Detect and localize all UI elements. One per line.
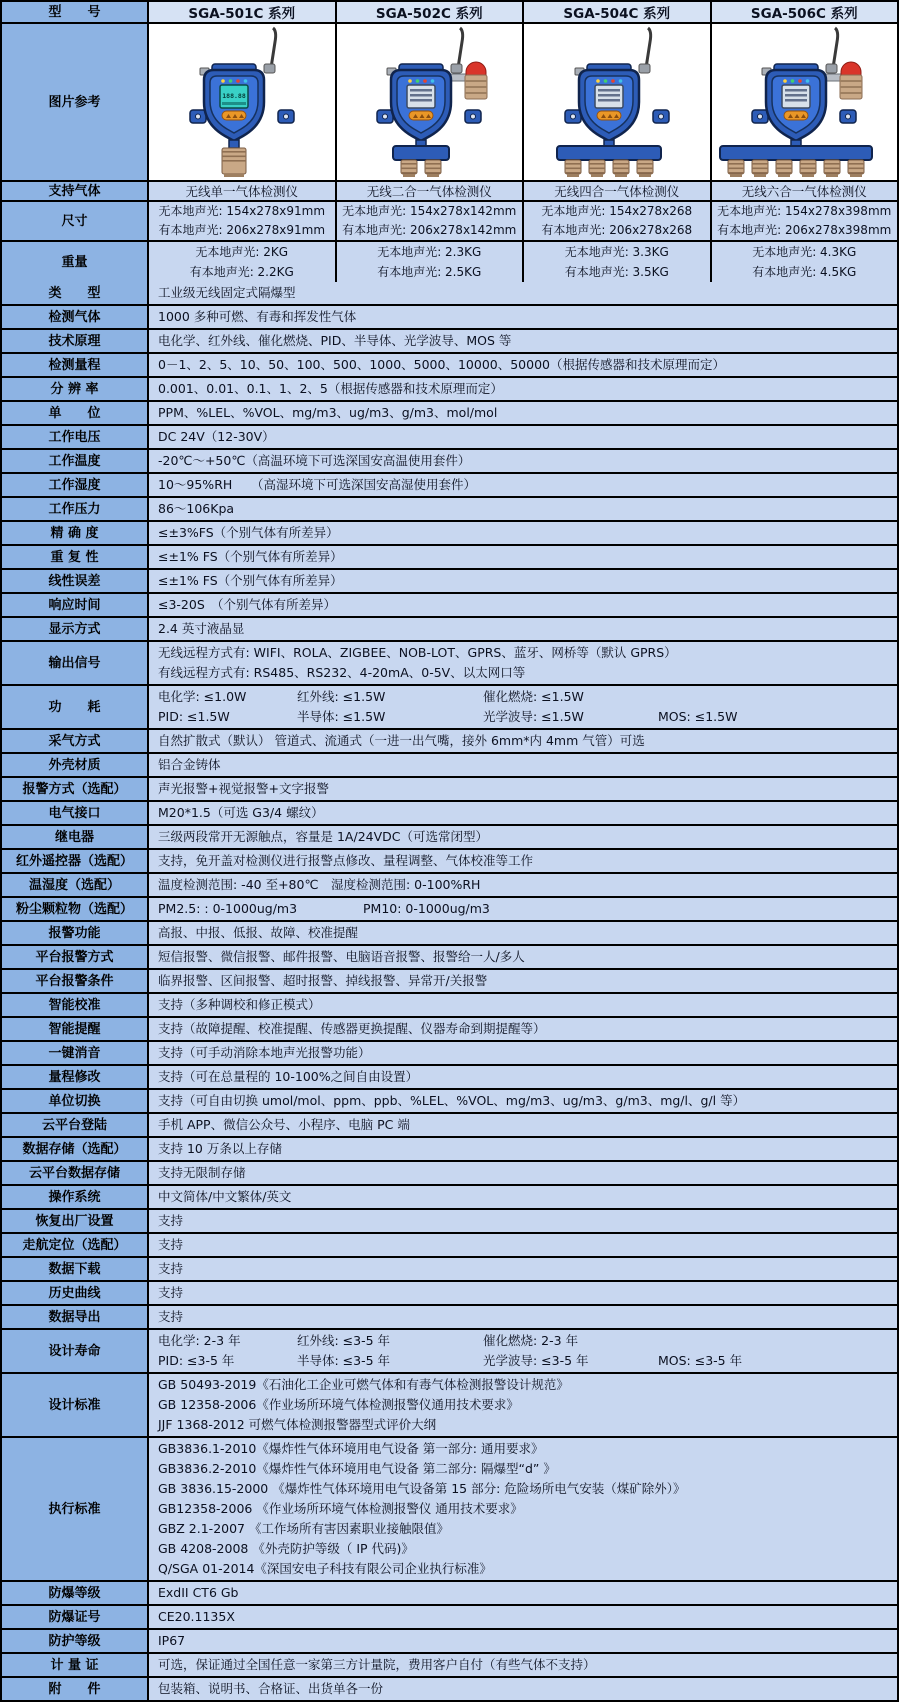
spec-row-6 xyxy=(2,424,897,448)
spec-row-value xyxy=(147,618,897,640)
antenna-icon xyxy=(646,28,651,68)
spec-row-line: 0.001、0.01、0.1、1、2、5（根据传感器和技术原理而定） xyxy=(158,381,503,396)
spec-row-line: 支持 10 万条以上存储 xyxy=(158,1141,282,1156)
spec-grid-cell: 半导体: ≤1.5W xyxy=(297,709,386,724)
spec-row-line: 86～106Kpa xyxy=(158,501,235,516)
spec-grid-cell: 红外线: ≤3-5 年 xyxy=(297,1333,391,1348)
spec-row-39 xyxy=(2,1256,897,1280)
sensor-manifold xyxy=(720,146,872,160)
weight-line: 有本地声光: 2.2KG xyxy=(189,265,294,279)
product-image-cell-3 xyxy=(522,24,710,180)
spec-row-47 xyxy=(2,1628,897,1652)
weight-row xyxy=(2,240,897,282)
gas-sensor-head xyxy=(728,160,744,174)
spec-row-value xyxy=(147,778,897,800)
spec-row-line: 工业级无线固定式隔爆型 xyxy=(158,285,296,300)
spec-row-label: 历史曲线 xyxy=(2,1282,147,1304)
spec-grid-cell: 电化学: 2-3 年 xyxy=(158,1333,241,1348)
spec-row-label: 数据导出 xyxy=(2,1306,147,1328)
spec-row-34 xyxy=(2,1136,897,1160)
spec-row-43 xyxy=(2,1372,897,1436)
spec-row-line: PPM、%LEL、%VOL、mg/m3、ug/m3、g/m3、mol/mol xyxy=(158,405,498,420)
spec-row-label: 平台报警条件 xyxy=(2,970,147,992)
spec-row-value xyxy=(147,1042,897,1064)
spec-row-line: 温度检测范围: -40 至+80℃ 湿度检测范围: 0-100%RH xyxy=(158,877,481,892)
spec-row-line xyxy=(149,1351,897,1371)
gas-row-label: 支持气体 xyxy=(2,182,147,200)
spec-row-label: 温湿度（选配） xyxy=(2,874,147,896)
spec-row-line xyxy=(149,1331,897,1351)
spec-row-label: 量程修改 xyxy=(2,1066,147,1088)
spec-row-value xyxy=(147,946,897,968)
gas-value: 无线四合一气体检测仪 xyxy=(522,182,710,200)
spec-row-23 xyxy=(2,872,897,896)
spec-row-value xyxy=(147,802,897,824)
spec-row-value xyxy=(147,1018,897,1040)
spec-row-line: M20*1.5（可选 G3/4 螺纹） xyxy=(158,805,324,820)
spec-row-line: 支持（可自由切换 umol/mol、ppm、ppb、%LEL、%VOL、mg/m3、ug/m3、g/m3、mg/l、g/l 等） xyxy=(158,1093,746,1108)
spec-row-line: ≤3-20S （个别气体有所差异） xyxy=(158,597,337,612)
spec-row-value xyxy=(147,1066,897,1088)
spec-row-value xyxy=(147,1258,897,1280)
spec-row-line: 包装箱、说明书、合格证、出货单各一份 xyxy=(158,1681,384,1696)
spec-row-label: 防护等级 xyxy=(2,1630,147,1652)
size-line: 有本地声光: 206x278x268 xyxy=(541,223,693,237)
spec-row-value xyxy=(147,1438,897,1580)
spec-row-38 xyxy=(2,1232,897,1256)
gas-sensor-head xyxy=(752,160,768,174)
spec-row-value xyxy=(147,1374,897,1436)
gas-sensor-head xyxy=(425,160,441,174)
spec-row-line: 支持 xyxy=(158,1213,184,1228)
spec-row-line: GB3836.1-2010《爆炸性气体环境用电气设备 第一部分: 通用要求》 xyxy=(158,1441,544,1456)
spec-row-label: 继电器 xyxy=(2,826,147,848)
spec-row-line: 2.4 英寸液晶显 xyxy=(158,621,245,636)
spec-row-5 xyxy=(2,400,897,424)
gas-sensor-head xyxy=(848,160,864,174)
gas-value: 无线单一气体检测仪 xyxy=(147,182,335,200)
spec-row-label: 精 确 度 xyxy=(2,522,147,544)
spec-row-label: 智能校准 xyxy=(2,994,147,1016)
model-header-sga-501c: SGA-501C 系列 xyxy=(147,2,335,22)
spec-row-line xyxy=(149,899,897,919)
gas-value: 无线六合一气体检测仪 xyxy=(710,182,898,200)
size-line: 无本地声光: 154x278x91mm xyxy=(158,204,326,218)
spec-row-33 xyxy=(2,1112,897,1136)
spec-row-48 xyxy=(2,1652,897,1676)
gas-sensor-head xyxy=(589,160,605,174)
spec-row-8 xyxy=(2,472,897,496)
detector-illustration-SGA-506C xyxy=(714,24,894,180)
sensor-manifold xyxy=(557,146,661,160)
image-row-label: 图片参考 xyxy=(2,24,147,180)
spec-row-label: 设计寿命 xyxy=(2,1330,147,1372)
spec-row-line: GB12358-2006 《作业场所环境气体检测报警仪 通用技术要求》 xyxy=(158,1501,523,1516)
spec-row-value xyxy=(147,874,897,896)
spec-row-31 xyxy=(2,1064,897,1088)
spec-row-25 xyxy=(2,920,897,944)
spec-row-4 xyxy=(2,376,897,400)
spec-row-41 xyxy=(2,1304,897,1328)
spec-grid-cell: PM10: 0-1000ug/m3 xyxy=(363,901,490,916)
spec-row-value xyxy=(147,1306,897,1328)
spec-row-line: 铝合金铸体 xyxy=(158,757,221,772)
spec-row-30 xyxy=(2,1040,897,1064)
weight-line: 有本地声光: 4.5KG xyxy=(752,265,857,279)
weight-value xyxy=(335,242,523,282)
spec-row-label: 检测气体 xyxy=(2,306,147,328)
spec-row-line: 支持无限制存储 xyxy=(158,1165,246,1180)
supported-gas-row xyxy=(2,180,897,200)
spec-row-22 xyxy=(2,848,897,872)
spec-row-line: 手机 APP、微信公众号、小程序、电脑 PC 端 xyxy=(158,1117,410,1132)
spec-row-line: 中文简体/中文繁体/英文 xyxy=(158,1189,292,1204)
spec-row-3 xyxy=(2,352,897,376)
size-line: 有本地声光: 206x278x142mm xyxy=(342,223,517,237)
spec-row-24 xyxy=(2,896,897,920)
spec-row-label: 设计标准 xyxy=(2,1374,147,1436)
spec-row-line: DC 24V（12-30V） xyxy=(158,429,275,444)
spec-row-label: 数据下载 xyxy=(2,1258,147,1280)
corner-model-label: 型 号 xyxy=(2,2,147,22)
spec-row-value xyxy=(147,426,897,448)
weight-value xyxy=(710,242,898,282)
spec-row-label: 外壳材质 xyxy=(2,754,147,776)
spec-row-value xyxy=(147,754,897,776)
spec-row-value xyxy=(147,354,897,376)
spec-row-label: 一键消音 xyxy=(2,1042,147,1064)
spec-row-46 xyxy=(2,1604,897,1628)
spec-grid-cell: MOS: ≤1.5W xyxy=(658,709,738,724)
spec-grid-cell: 半导体: ≤3-5 年 xyxy=(297,1353,391,1368)
spec-row-line: 短信报警、微信报警、邮件报警、电脑语音报警、报警给一人/多人 xyxy=(158,949,525,964)
spec-row-line: 电化学、红外线、催化燃烧、PID、半导体、光学波导、MOS 等 xyxy=(158,333,512,348)
spec-row-line: ExdII CT6 Gb xyxy=(158,1585,239,1600)
spec-row-value xyxy=(147,1654,897,1676)
spec-row-line: -20℃～+50℃（高温环境下可选深国安高温使用套件） xyxy=(158,453,471,468)
antenna-icon xyxy=(271,28,276,68)
spec-row-value xyxy=(147,1114,897,1136)
spec-row-line: GBZ 2.1-2007 《工作场所有害因素职业接触限值》 xyxy=(158,1521,449,1536)
spec-row-value xyxy=(147,850,897,872)
spec-row-line: 支持 xyxy=(158,1309,184,1324)
gas-sensor-head xyxy=(565,160,581,174)
spec-grid-cell: PID: ≤1.5W xyxy=(158,709,230,724)
spec-row-label: 类 型 xyxy=(2,282,147,304)
spec-row-value xyxy=(147,922,897,944)
spec-grid-cell: PID: ≤3-5 年 xyxy=(158,1353,235,1368)
spec-row-value xyxy=(147,1678,897,1700)
spec-row-label: 恢复出厂设置 xyxy=(2,1210,147,1232)
gas-sensor-head xyxy=(776,160,792,174)
sensor-manifold xyxy=(393,146,449,160)
spec-grid-cell: 催化燃烧: 2-3 年 xyxy=(483,1333,579,1348)
spec-row-35 xyxy=(2,1160,897,1184)
spec-row-line: 可选，保证通过全国任意一家第三方计量院，费用客户自付（有些气体不支持） xyxy=(158,1657,596,1672)
spec-row-label: 计 量 证 xyxy=(2,1654,147,1676)
spec-row-label: 技术原理 xyxy=(2,330,147,352)
spec-row-line: Q/SGA 01-2014《深国安电子科技有限公司企业执行标准》 xyxy=(158,1561,492,1576)
spec-row-line: 支持（故障提醒、校准提醒、传感器更换提醒、仪器寿命到期提醒等） xyxy=(158,1021,546,1036)
size-value xyxy=(522,202,710,240)
spec-row-0 xyxy=(2,282,897,304)
weight-value xyxy=(522,242,710,282)
size-line: 有本地声光: 206x278x91mm xyxy=(158,223,326,237)
spec-row-value xyxy=(147,826,897,848)
spec-row-label: 重 复 性 xyxy=(2,546,147,568)
size-line: 无本地声光: 154x278x268 xyxy=(541,204,693,218)
spec-row-label: 显示方式 xyxy=(2,618,147,640)
spec-row-value xyxy=(147,450,897,472)
size-line: 有本地声光: 206x278x398mm xyxy=(717,223,892,237)
spec-row-line: 声光报警+视觉报警+文字报警 xyxy=(158,781,329,796)
spec-row-value xyxy=(147,330,897,352)
spec-row-value xyxy=(147,1630,897,1652)
spec-row-label: 平台报警方式 xyxy=(2,946,147,968)
spec-grid-cell: 电化学: ≤1.0W xyxy=(158,689,247,704)
spec-row-27 xyxy=(2,968,897,992)
spec-grid-cell: 红外线: ≤1.5W xyxy=(297,689,386,704)
svg-text:188.88: 188.88 xyxy=(222,92,246,100)
antenna-icon xyxy=(833,28,838,68)
spec-row-label: 附 件 xyxy=(2,1678,147,1700)
product-image-cell-2 xyxy=(335,24,523,180)
spec-row-line: ≤±3%FS（个别气体有所差异） xyxy=(158,525,339,540)
spec-row-line: 三级两段常开无源触点，容量是 1A/24VDC（可选常闭型） xyxy=(158,829,488,844)
antenna-icon xyxy=(458,28,463,68)
spec-grid-cell: 催化燃烧: ≤1.5W xyxy=(483,689,584,704)
spec-row-label: 工作压力 xyxy=(2,498,147,520)
spec-row-label: 数据存储（选配） xyxy=(2,1138,147,1160)
size-line: 无本地声光: 154x278x398mm xyxy=(717,204,892,218)
spec-row-32 xyxy=(2,1088,897,1112)
size-line: 无本地声光: 154x278x142mm xyxy=(342,204,517,218)
spec-row-value xyxy=(147,402,897,424)
spec-row-label: 输出信号 xyxy=(2,642,147,684)
size-row-label: 尺寸 xyxy=(2,202,147,240)
spec-row-label: 电气接口 xyxy=(2,802,147,824)
spec-row-12 xyxy=(2,568,897,592)
spec-row-9 xyxy=(2,496,897,520)
spec-row-49 xyxy=(2,1676,897,1700)
spec-row-line xyxy=(149,687,897,707)
spec-row-13 xyxy=(2,592,897,616)
spec-row-45 xyxy=(2,1580,897,1604)
weight-line: 无本地声光: 2KG xyxy=(195,245,289,259)
spec-row-line: 支持（多种调校和修正模式） xyxy=(158,997,321,1012)
spec-row-value xyxy=(147,498,897,520)
spec-row-label: 工作湿度 xyxy=(2,474,147,496)
weight-line: 无本地声光: 4.3KG xyxy=(752,245,857,259)
spec-row-18 xyxy=(2,752,897,776)
spec-row-19 xyxy=(2,776,897,800)
spec-row-label: 云平台数据存储 xyxy=(2,1162,147,1184)
product-image-cell-4 xyxy=(710,24,898,180)
gas-sensor-head xyxy=(800,160,816,174)
spec-row-line: 1000 多种可燃、有毒和挥发性气体 xyxy=(158,309,357,324)
size-value xyxy=(335,202,523,240)
spec-row-7 xyxy=(2,448,897,472)
spec-row-14 xyxy=(2,616,897,640)
spec-row-label: 工作电压 xyxy=(2,426,147,448)
spec-row-value xyxy=(147,1282,897,1304)
spec-row-20 xyxy=(2,800,897,824)
spec-row-40 xyxy=(2,1280,897,1304)
spec-row-label: 粉尘颗粒物（选配） xyxy=(2,898,147,920)
weight-row-label: 重量 xyxy=(2,242,147,282)
spec-row-line xyxy=(149,707,897,727)
spec-row-label: 报警功能 xyxy=(2,922,147,944)
spec-row-11 xyxy=(2,544,897,568)
spec-rows-container xyxy=(2,282,897,1700)
spec-row-line: 支持 xyxy=(158,1285,184,1300)
size-value xyxy=(710,202,898,240)
weight-line: 无本地声光: 2.3KG xyxy=(377,245,482,259)
spec-row-line: 自然扩散式（默认） 管道式、流通式（一进一出气嘴，接外 6mm*内 4mm 气管）可选 xyxy=(158,733,645,748)
spec-row-value xyxy=(147,306,897,328)
spec-row-value xyxy=(147,642,897,684)
spec-grid-cell: MOS: ≤3-5 年 xyxy=(658,1353,743,1368)
detector-illustration-SGA-502C xyxy=(339,24,519,180)
spec-row-37 xyxy=(2,1208,897,1232)
spec-row-value xyxy=(147,282,897,304)
spec-row-value xyxy=(147,1138,897,1160)
spec-row-value xyxy=(147,546,897,568)
spec-row-10 xyxy=(2,520,897,544)
detector-illustration-SGA-504C xyxy=(527,24,707,180)
spec-row-line: GB 12358-2006《作业场所环境气体检测报警仪通用技术要求》 xyxy=(158,1397,519,1412)
spec-row-line: GB3836.2-2010《爆炸性气体环境用电气设备 第二部分: 隔爆型“d” 》 xyxy=(158,1461,556,1476)
spec-row-label: 走航定位（选配） xyxy=(2,1234,147,1256)
spec-row-line: 10～95%RH （高湿环境下可选深国安高湿使用套件） xyxy=(158,477,477,492)
spec-row-label: 单 位 xyxy=(2,402,147,424)
gas-sensor-head xyxy=(401,160,417,174)
spec-row-label: 红外遥控器（选配） xyxy=(2,850,147,872)
spec-grid-cell: 光学波导: ≤3-5 年 xyxy=(483,1353,589,1368)
spec-row-value xyxy=(147,1162,897,1184)
spec-row-label: 采气方式 xyxy=(2,730,147,752)
spec-row-15 xyxy=(2,640,897,684)
model-header-row xyxy=(2,2,897,22)
spec-row-label: 响应时间 xyxy=(2,594,147,616)
spec-row-line: GB 4208-2008 《外壳防护等级（ IP 代码)》 xyxy=(158,1541,414,1556)
spec-row-line: 支持（可手动消除本地声光报警功能） xyxy=(158,1045,371,1060)
spec-grid-cell: 光学波导: ≤1.5W xyxy=(483,709,584,724)
spec-row-value xyxy=(147,994,897,1016)
weight-line: 有本地声光: 3.5KG xyxy=(564,265,669,279)
spec-row-label: 操作系统 xyxy=(2,1186,147,1208)
spec-row-value xyxy=(147,1330,897,1372)
gas-sensor-head xyxy=(824,160,840,174)
spec-row-label: 报警方式（选配） xyxy=(2,778,147,800)
gas-sensor-head xyxy=(637,160,653,174)
spec-row-label: 单位切换 xyxy=(2,1090,147,1112)
spec-row-value xyxy=(147,970,897,992)
spec-row-42 xyxy=(2,1328,897,1372)
spec-row-21 xyxy=(2,824,897,848)
spec-row-value xyxy=(147,1606,897,1628)
spec-row-26 xyxy=(2,944,897,968)
spec-row-label: 云平台登陆 xyxy=(2,1114,147,1136)
spec-row-line: ≤±1% FS（个别气体有所差异） xyxy=(158,573,343,588)
spec-row-value xyxy=(147,898,897,920)
spec-row-value xyxy=(147,594,897,616)
spec-row-value xyxy=(147,1582,897,1604)
detector-illustration-SGA-501C xyxy=(152,24,332,180)
spec-row-label: 线性误差 xyxy=(2,570,147,592)
spec-row-line: ≤±1% FS（个别气体有所差异） xyxy=(158,549,343,564)
spec-row-line: IP67 xyxy=(158,1633,186,1648)
spec-row-17 xyxy=(2,728,897,752)
spec-row-29 xyxy=(2,1016,897,1040)
spec-row-label: 分 辨 率 xyxy=(2,378,147,400)
spec-row-label: 防爆等级 xyxy=(2,1582,147,1604)
model-header-sga-504c: SGA-504C 系列 xyxy=(522,2,710,22)
spec-row-28 xyxy=(2,992,897,1016)
model-header-sga-506c: SGA-506C 系列 xyxy=(710,2,898,22)
product-image-cell-1 xyxy=(147,24,335,180)
dimensions-row xyxy=(2,200,897,240)
spec-row-label: 功 耗 xyxy=(2,686,147,728)
spec-row-line: 0－1、2、5、10、50、100、500、1000、5000、10000、50000（根据传感器和技术原理而定） xyxy=(158,357,725,372)
spec-row-value xyxy=(147,730,897,752)
spec-row-value xyxy=(147,570,897,592)
spec-row-44 xyxy=(2,1436,897,1580)
spec-row-value xyxy=(147,1210,897,1232)
spec-row-line: 支持（可在总量程的 10-100%之间自由设置） xyxy=(158,1069,419,1084)
spec-row-36 xyxy=(2,1184,897,1208)
spec-row-line: 支持 xyxy=(158,1261,184,1276)
spec-row-label: 工作温度 xyxy=(2,450,147,472)
spec-row-line: CE20.1135X xyxy=(158,1609,235,1624)
spec-row-line: 临界报警、区间报警、超时报警、掉线报警、异常开/关报警 xyxy=(158,973,488,988)
spec-row-line: 支持 xyxy=(158,1237,184,1252)
spec-row-1 xyxy=(2,304,897,328)
spec-row-line: JJF 1368-2012 可燃气体检测报警器型式评价大纲 xyxy=(158,1417,437,1432)
size-value xyxy=(147,202,335,240)
spec-row-value xyxy=(147,378,897,400)
spec-row-2 xyxy=(2,328,897,352)
weight-line: 有本地声光: 2.5KG xyxy=(377,265,482,279)
spec-row-line: 支持，免开盖对检测仪进行报警点修改、量程调整、气体校准等工作 xyxy=(158,853,534,868)
spec-row-value xyxy=(147,1186,897,1208)
spec-row-line: 无线远程方式有: WIFI、ROLA、ZIGBEE、NOB-LOT、GPRS、蓝牙、网桥等（默认 GPRS） xyxy=(158,645,677,660)
model-header-sga-502c: SGA-502C 系列 xyxy=(335,2,523,22)
spec-row-16 xyxy=(2,684,897,728)
weight-line: 无本地声光: 3.3KG xyxy=(564,245,669,259)
gas-value: 无线二合一气体检测仪 xyxy=(335,182,523,200)
spec-row-label: 检测量程 xyxy=(2,354,147,376)
spec-row-line: GB 50493-2019《石油化工企业可燃气体和有毒气体检测报警设计规范》 xyxy=(158,1377,569,1392)
spec-row-line: GB 3836.15-2000 《爆炸性气体环境用电气设备第 15 部分: 危险场所电气安装（煤矿除外）》 xyxy=(158,1481,686,1496)
spec-row-label: 智能提醒 xyxy=(2,1018,147,1040)
spec-grid-cell: PM2.5: : 0-1000ug/m3 xyxy=(158,901,298,916)
weight-value xyxy=(147,242,335,282)
spec-row-value xyxy=(147,474,897,496)
spec-row-value xyxy=(147,1234,897,1256)
spec-row-line: 有线远程方式有: RS485、RS232、4-20mA、0-5V、以太网口等 xyxy=(158,665,526,680)
spec-row-value xyxy=(147,686,897,728)
spec-row-label: 执行标准 xyxy=(2,1438,147,1580)
image-row xyxy=(2,22,897,180)
spec-row-label: 防爆证号 xyxy=(2,1606,147,1628)
gas-sensor-head xyxy=(613,160,629,174)
spec-row-value xyxy=(147,522,897,544)
spec-row-line: 高报、中报、低报、故障、校准提醒 xyxy=(158,925,359,940)
spec-row-value xyxy=(147,1090,897,1112)
